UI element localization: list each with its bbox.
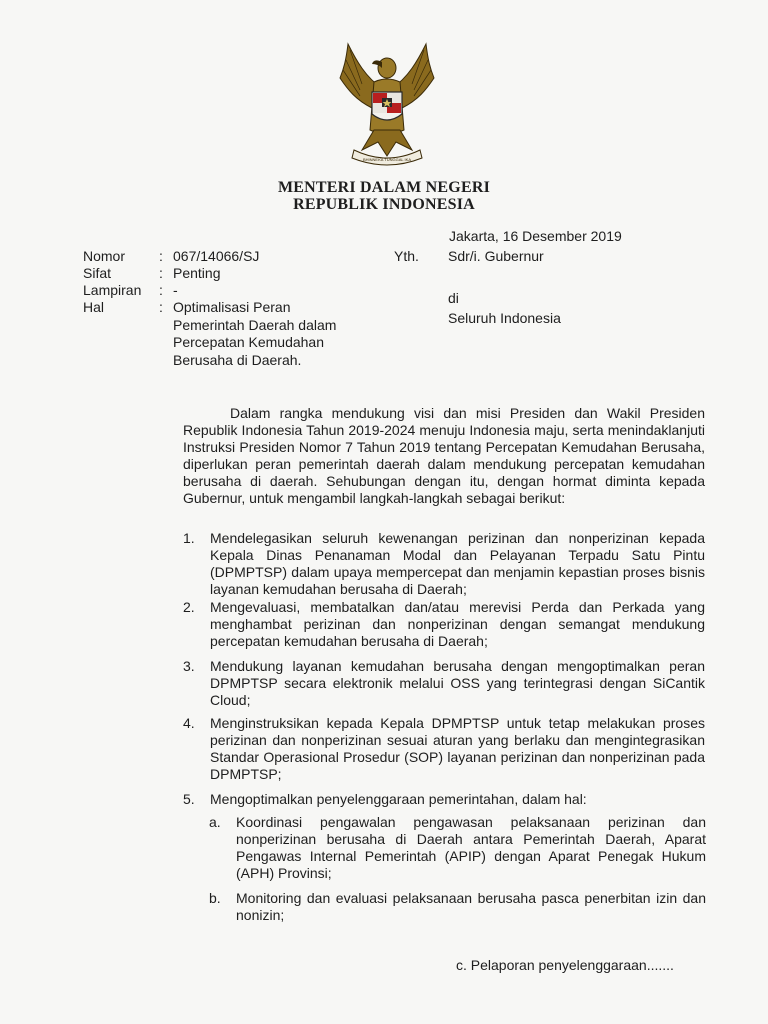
item-number: 5. xyxy=(183,791,195,807)
addressee-block xyxy=(394,248,561,326)
meta-colon: : xyxy=(159,299,163,315)
intro-paragraph xyxy=(183,405,705,507)
item-number: 1. xyxy=(183,530,195,546)
meta-colon: : xyxy=(159,248,163,264)
addressee-region: Seluruh Indonesia xyxy=(448,310,561,326)
addressee-name: Sdr/i. Gubernur xyxy=(448,248,544,264)
addressee-label: Yth. xyxy=(394,248,419,264)
meta-key: Sifat xyxy=(83,265,112,281)
sub-item-letter: b. xyxy=(209,890,221,906)
meta-value: - xyxy=(173,282,178,298)
item-number: 4. xyxy=(183,715,195,731)
meta-value: 067/14066/SJ xyxy=(173,248,260,264)
item-text: Mendukung layanan kemudahan berusaha dengan mengoptimalkan peran DPMPTSP secara elektronik melalui OSS yang terintegrasi dengan SiCantik Cloud; xyxy=(210,658,705,708)
meta-key: Nomor xyxy=(83,248,126,264)
meta-colon: : xyxy=(159,265,163,281)
meta-row-lampiran xyxy=(83,282,393,299)
page-continuation: c. Pelaporan penyelenggaraan....... xyxy=(456,957,674,973)
sub-item-text: Monitoring dan evaluasi pelaksanaan berusaha pasca penerbitan izin dan nonizin; xyxy=(236,890,706,923)
item-number: 3. xyxy=(183,658,195,674)
item-number: 2. xyxy=(183,599,195,615)
meta-row-sifat xyxy=(83,265,393,282)
subject-line: Optimalisasi Peran xyxy=(173,299,291,315)
meta-row-nomor xyxy=(83,248,393,265)
item-text: Menginstruksikan kepada Kepala DPMPTSP untuk tetap melakukan proses perizinan dan nonperizinan sesuai aturan yang berlaku dan mengintegrasikan Standar Operasional Prosedur (SOP) layanan perizinan dan nonperizinan pada DPMPTSP; xyxy=(210,715,705,782)
garuda-emblem-icon xyxy=(326,38,448,168)
sub-item-letter: a. xyxy=(209,814,221,830)
meta-row-hal xyxy=(83,299,393,369)
subject-line: Pemerintah Daerah dalam xyxy=(173,316,337,333)
meta-value xyxy=(173,299,393,369)
item-text: Mengevaluasi, membatalkan dan/atau merevisi Perda dan Perkada yang menghambat perizinan dan nonperizinan dengan semangat mendukung percepatan kemudahan berusaha di Daerah; xyxy=(210,599,705,649)
institution-subtitle: REPUBLIK INDONESIA xyxy=(293,196,475,213)
letter-date: Jakarta, 16 Desember 2019 xyxy=(449,228,622,244)
meta-key: Hal xyxy=(83,299,105,315)
addressee-di: di xyxy=(448,290,459,306)
meta-key: Lampiran xyxy=(83,282,142,298)
intro-text: Dalam rangka mendukung visi dan misi Presiden dan Wakil Presiden Republik Indonesia Tahun 2019-2024 menuju Indonesia maju, serta menindaklanjuti Instruksi Presiden Nomor 7 Tahun 2019 tentang Percepatan Kemudahan Berusaha, diperlukan peran pemerintah daerah dalam mendukung percepatan kemudahan berusaha di daerah. Sehubungan dengan itu, dengan hormat diminta kepada Gubernur, untuk mengambil langkah-langkah sebagai berikut: xyxy=(183,405,705,506)
meta-value: Penting xyxy=(173,265,221,281)
item-text: Mendelegasikan seluruh kewenangan perizinan dan nonperizinan kepada Kepala Dinas Penanaman Modal dan Pelayanan Terpadu Satu Pintu (DPMPTSP) dalam upaya mempercepat dan menjamin kepastian proses bisnis layanan kemudahan berusaha di Daerah; xyxy=(210,530,705,597)
subject-line: Percepatan Kemudahan xyxy=(173,334,324,350)
sub-item-text: Koordinasi pengawalan pengawasan pelaksanaan perizinan dan nonperizinan berusaha di Daerah antara Pemerintah Daerah, Aparat Pengawas Internal Pemerintah (APIP) dengan Aparat Penegak Hukum (APH) Provinsi; xyxy=(236,814,706,881)
institution-title: MENTERI DALAM NEGERI xyxy=(277,179,490,196)
subject-line: Berusaha di Daerah. xyxy=(173,351,302,368)
emblem-motto: BHINNEKA TUNGGAL IKA xyxy=(362,157,412,162)
meta-colon: : xyxy=(159,282,163,298)
letter-meta xyxy=(83,248,393,369)
item-text: Mengoptimalkan penyelenggaraan pemerintahan, dalam hal: xyxy=(210,791,587,807)
